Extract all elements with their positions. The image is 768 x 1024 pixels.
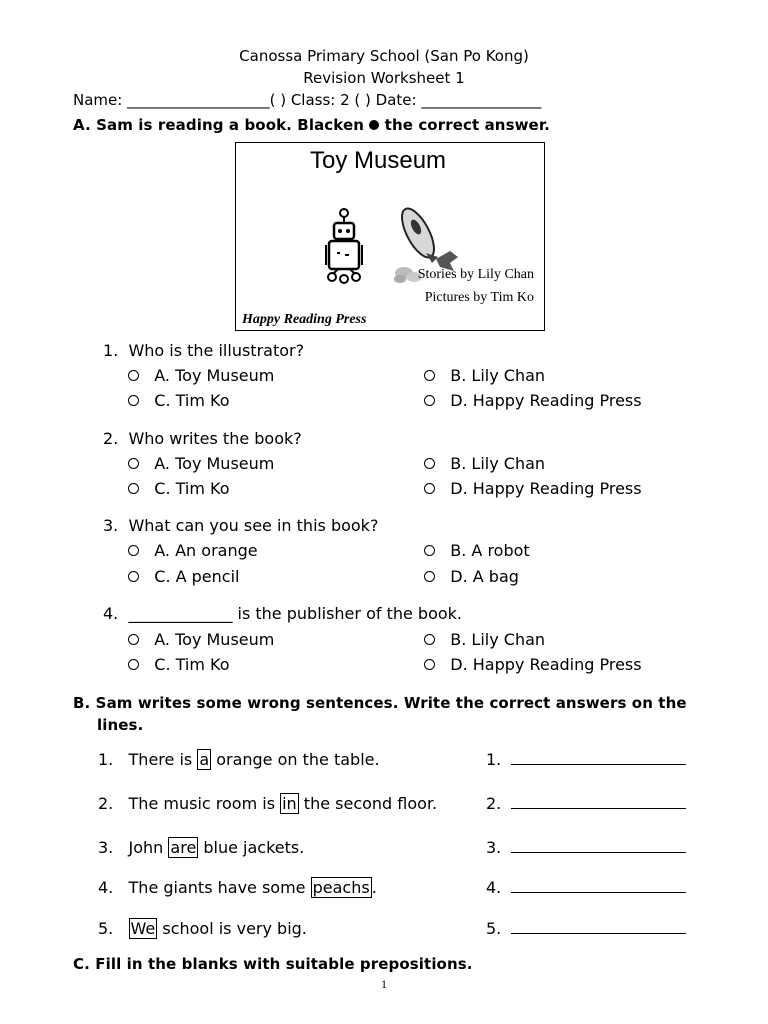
section-b-instruction-line2: lines. (97, 716, 144, 734)
option-label: B. A robot (450, 541, 530, 560)
question-2 (103, 429, 302, 448)
q2-option-b[interactable] (424, 454, 545, 473)
option-label: C. A pencil (154, 567, 240, 586)
q1-option-a[interactable] (128, 366, 274, 385)
radio-circle-icon[interactable] (128, 370, 139, 381)
option-label: B. Lily Chan (450, 454, 546, 473)
answer-line[interactable] (511, 838, 686, 853)
q1-option-d[interactable] (424, 391, 642, 410)
answer-line[interactable] (511, 919, 686, 934)
sentence-text: orange on the table. (211, 750, 380, 769)
q4-option-a[interactable] (128, 630, 274, 649)
sentence-text: John (128, 838, 169, 857)
radio-circle-icon[interactable] (424, 370, 435, 381)
q1-option-c[interactable] (128, 391, 230, 410)
option-label: B. Lily Chan (450, 630, 546, 649)
option-label: A. An orange (154, 541, 258, 560)
option-label: C. Tim Ko (154, 479, 230, 498)
radio-circle-icon[interactable] (128, 458, 139, 469)
sentence-text: . (371, 878, 377, 897)
radio-circle-icon[interactable] (128, 395, 139, 406)
question-text: Who is the illustrator? (128, 341, 305, 360)
answer-number: 2. (486, 794, 502, 813)
option-label: C. Tim Ko (154, 391, 230, 410)
sentence-text: blue jackets. (198, 838, 305, 857)
wrong-word-box: in (282, 794, 297, 813)
option-label: D. Happy Reading Press (450, 655, 642, 674)
question-4 (103, 604, 462, 623)
wrong-word-box: peachs (312, 878, 370, 897)
q2-option-d[interactable] (424, 479, 642, 498)
section-b-instruction (73, 694, 687, 712)
radio-circle-icon[interactable] (424, 395, 435, 406)
sentence-number: 5. (98, 919, 114, 938)
q3-option-c[interactable] (128, 567, 239, 586)
wrong-word-box: are (170, 838, 197, 857)
q4-option-d[interactable] (424, 655, 642, 674)
answer-1[interactable] (486, 750, 686, 769)
sentence-1 (98, 750, 380, 769)
radio-circle-icon[interactable] (424, 571, 435, 582)
radio-circle-icon[interactable] (128, 571, 139, 582)
question-text: _____________ is the publisher of the book. (128, 604, 462, 623)
answer-line[interactable] (511, 794, 686, 809)
sentence-text: school is very big. (157, 919, 307, 938)
radio-circle-icon[interactable] (128, 545, 139, 556)
answer-2[interactable] (486, 794, 686, 813)
sentence-3 (98, 838, 304, 857)
radio-circle-icon[interactable] (424, 659, 435, 670)
section-c-text: Fill in the blanks with suitable prepositions. (95, 955, 473, 973)
answer-3[interactable] (486, 838, 686, 857)
wrong-word-box: We (130, 919, 156, 938)
radio-circle-icon[interactable] (424, 483, 435, 494)
book-cover (235, 142, 545, 331)
sentence-number: 4. (98, 878, 114, 897)
wrong-word-box: a (199, 750, 210, 769)
option-label: B. Lily Chan (450, 366, 546, 385)
answer-number: 3. (486, 838, 502, 857)
radio-circle-icon[interactable] (424, 458, 435, 469)
option-label: A. Toy Museum (154, 366, 275, 385)
sentence-text: There is (128, 750, 198, 769)
sentence-4 (98, 878, 377, 897)
robot-icon (322, 207, 366, 287)
section-a-instruction (73, 116, 550, 134)
sentence-2 (98, 794, 437, 813)
sentence-text: The giants have some (128, 878, 311, 897)
school-name: Canossa Primary School (San Po Kong) (239, 47, 529, 65)
sentence-5 (98, 919, 307, 938)
section-c-label: C. (73, 955, 90, 973)
answer-number: 4. (486, 878, 502, 897)
sentence-text: The music room is (128, 794, 281, 813)
option-label: D. Happy Reading Press (450, 479, 642, 498)
section-b-text-line1: Sam writes some wrong sentences. Write the correct answers on the (95, 694, 687, 712)
cover-author: Stories by Lily Chan (417, 267, 534, 282)
option-label: A. Toy Museum (154, 454, 275, 473)
answer-number: 5. (486, 919, 502, 938)
section-b-label: B. (73, 694, 91, 712)
answer-line[interactable] (511, 878, 686, 893)
question-number: 4. (103, 604, 119, 623)
q4-option-b[interactable] (424, 630, 545, 649)
radio-circle-icon[interactable] (424, 634, 435, 645)
option-label: A. Toy Museum (154, 630, 275, 649)
filled-circle-icon (369, 120, 379, 130)
sentence-number: 3. (98, 838, 114, 857)
cover-title: Toy Museum (310, 147, 447, 174)
q4-option-c[interactable] (128, 655, 230, 674)
answer-line[interactable] (511, 750, 686, 765)
cover-publisher: Happy Reading Press (242, 312, 367, 327)
cover-illustrator: Pictures by Tim Ko (424, 290, 534, 305)
question-text: Who writes the book? (128, 429, 302, 448)
q3-option-a[interactable] (128, 541, 258, 560)
question-number: 2. (103, 429, 119, 448)
answer-5[interactable] (486, 919, 686, 938)
section-c-instruction (73, 955, 473, 973)
radio-circle-icon[interactable] (128, 483, 139, 494)
option-label: D. Happy Reading Press (450, 391, 642, 410)
radio-circle-icon[interactable] (128, 634, 139, 645)
radio-circle-icon[interactable] (424, 545, 435, 556)
question-number: 1. (103, 341, 119, 360)
answer-4[interactable] (486, 878, 686, 897)
sentence-number: 2. (98, 794, 114, 813)
question-text: What can you see in this book? (128, 516, 379, 535)
answer-number: 1. (486, 750, 502, 769)
question-1 (103, 341, 304, 360)
section-a-text-pre: Sam is reading a book. Blacken (96, 116, 365, 134)
section-a-text-post: the correct answer. (384, 116, 550, 134)
option-label: C. Tim Ko (154, 655, 230, 674)
q3-option-d[interactable] (424, 567, 519, 586)
q1-option-b[interactable] (424, 366, 545, 385)
section-a-label: A. (73, 116, 91, 134)
q2-option-a[interactable] (128, 454, 274, 473)
worksheet-title: Revision Worksheet 1 (303, 69, 465, 87)
question-3 (103, 516, 378, 535)
page-number: 1 (381, 977, 387, 991)
radio-circle-icon[interactable] (128, 659, 139, 670)
sentence-text: the second floor. (298, 794, 438, 813)
q3-option-b[interactable] (424, 541, 530, 560)
student-info-line: Name: ___________________( ) Class: 2 ( ) Date: ________________ (73, 91, 542, 109)
question-number: 3. (103, 516, 119, 535)
q2-option-c[interactable] (128, 479, 230, 498)
sentence-number: 1. (98, 750, 114, 769)
option-label: D. A bag (450, 567, 519, 586)
